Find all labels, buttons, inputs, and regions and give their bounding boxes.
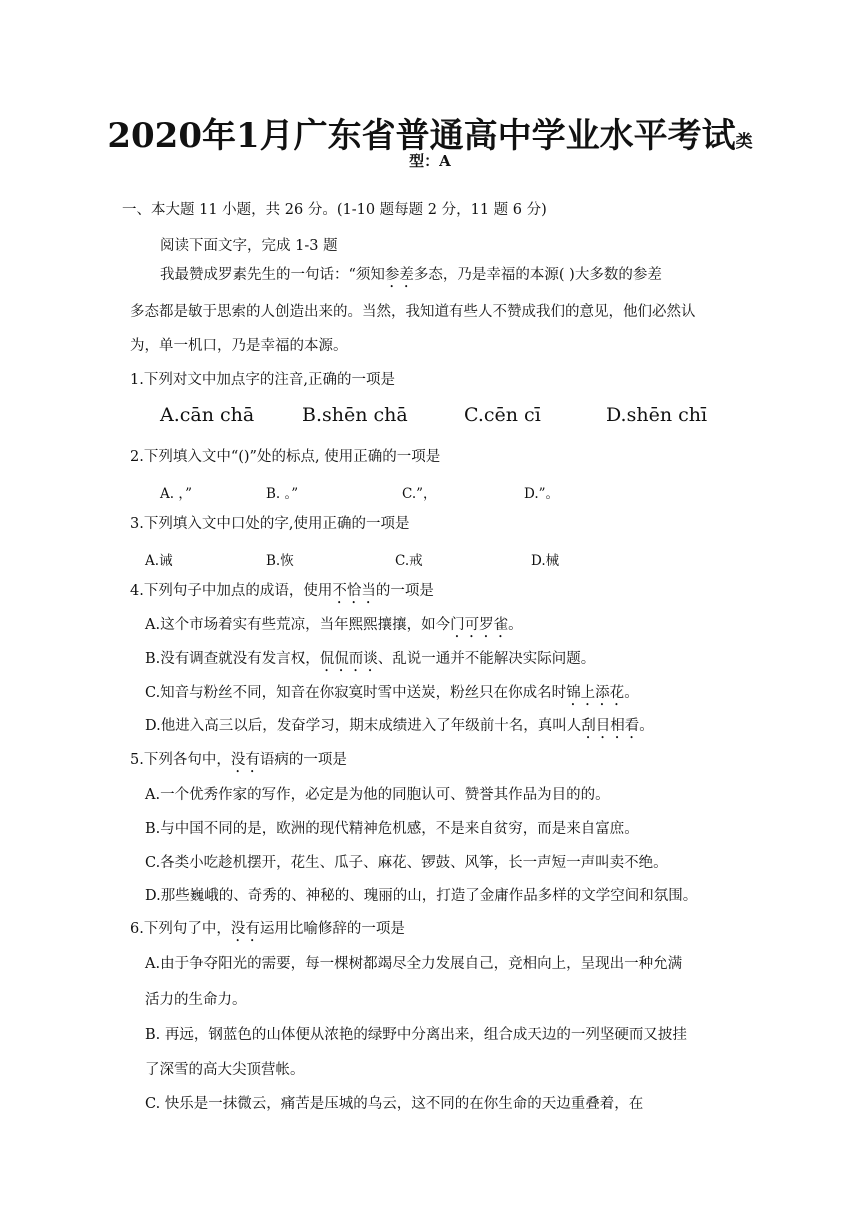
q1-option-c: C.cēn cī <box>464 404 541 426</box>
q2-option-c: C.”， <box>402 486 437 502</box>
option-text: C.知音与粉丝不同，知音在你寂寞时雪中送炭，粉丝只在你成名时 <box>145 685 567 701</box>
q1-option-a: A.cān chā <box>160 404 255 426</box>
dotted-idiom: 侃侃而谈 <box>319 651 378 667</box>
q3-option-d: D.械 <box>531 553 560 569</box>
q3-option-c: C.戒 <box>395 553 423 569</box>
stem-text: 5.下列各句中， <box>130 752 231 768</box>
q4-option-c <box>145 683 639 709</box>
stem-text: 的一项是 <box>375 583 434 599</box>
q3-option-b: B.恢 <box>266 553 294 569</box>
option-text: D.他进入高三以后，发奋学习，期末成绩进入了年级前十名，真叫人 <box>145 718 582 734</box>
reading-instruction: 阅读下面文字，完成 1-3 题 <box>160 238 338 254</box>
question-1-stem: 1.下列对文中加点字的注音,正确的一项是 <box>130 372 395 388</box>
option-text: A.这个市场着实有些荒凉，当年熙熙攘攘，如今 <box>145 617 451 633</box>
dotted-idiom: 锦上添花 <box>566 685 625 701</box>
option-text: 。 <box>639 718 654 734</box>
q5-option-a: A.一个优秀作家的写作，必定是为他的同胞认可、赞誉其作品为目的的。 <box>145 787 610 803</box>
q2-option-a: A. ，” <box>160 486 192 502</box>
question-3-stem: 3.下列填入文中口处的字,使用正确的一项是 <box>130 516 410 532</box>
stem-text: 6.下列句了中， <box>130 921 231 937</box>
q4-option-a <box>145 615 523 641</box>
passage-line-3: 为，单一机口，乃是幸福的本源。 <box>130 338 348 354</box>
q2-option-d: D.”。 <box>524 486 560 502</box>
stem-text: 4.下列句子中加点的成语，使用 <box>130 583 333 599</box>
option-text: B.没有调查就没有发言权， <box>145 651 320 667</box>
title-suffix: 类 <box>735 132 753 152</box>
question-2-stem: 2.下列填入文中“()”处的标点, 使用正确的一项是 <box>130 449 441 465</box>
q6-option-c-line-1: C. 快乐是一抹微云，痛苦是压城的乌云，这不同的在你生命的天边重叠着，在 <box>145 1096 644 1112</box>
q6-option-b-line-2: 了深雪的高大尖顶营帐。 <box>145 1062 305 1078</box>
passage-line-2: 多态都是敏于思索的人创造出来的。当然，我知道有些人不赞成我们的意见，他们必然认 <box>130 304 696 320</box>
q5-option-c: C.各类小吃趁机摆开，花生、瓜子、麻花、锣鼓、风筝，长一声短一声叫卖不绝。 <box>145 855 668 871</box>
dotted-idiom: 刮目相看 <box>581 718 640 734</box>
dotted-word: 没有 <box>230 752 260 768</box>
passage-text: 我最赞成罗素先生的一句话：“须知 <box>160 267 385 283</box>
option-text: 。 <box>508 617 523 633</box>
q2-option-b: B. 。” <box>266 486 299 502</box>
stem-text: 语病的一项是 <box>259 752 347 768</box>
option-text: 、乱说一通并不能解决实际问题。 <box>377 651 596 667</box>
q6-option-a-line-1: A.由于争夺阳光的需要，每一棵树都竭尽全力发展自己，竞相向上，呈现出一种允满 <box>145 956 683 972</box>
dotted-word: 没有 <box>230 921 260 937</box>
dotted-word: 不恰当 <box>332 583 376 599</box>
q4-option-d <box>145 716 654 742</box>
paper-type: 型：A <box>409 152 451 170</box>
q1-option-d: D.shēn chī <box>606 404 708 426</box>
title-main: 2020年1月广东省普通高中学业水平考试 <box>107 116 736 156</box>
dotted-word: 参差 <box>384 267 414 283</box>
section-heading: 一、本大题 11 小题，共 26 分。(1-10 题每题 2 分，11 题 6 分) <box>122 202 547 218</box>
q3-option-a: A.诫 <box>145 553 173 569</box>
question-5-stem <box>130 750 347 776</box>
question-4-stem <box>130 581 434 607</box>
dotted-idiom: 门可罗雀 <box>450 617 509 633</box>
q6-option-a-line-2: 活力的生命力。 <box>145 992 247 1008</box>
option-text: 。 <box>624 685 639 701</box>
passage-text: 多态，乃是幸福的本源( )大多数的参差 <box>413 267 662 283</box>
q1-option-b: B.shēn chā <box>302 404 408 426</box>
q4-option-b <box>145 649 595 675</box>
q5-option-d: D.那些巍峨的、奇秀的、神秘的、瑰丽的山，打造了金庸作品多样的文学空间和氛围。 <box>145 888 698 904</box>
q5-option-b: B.与中国不同的是，欧洲的现代精神危机感，不是来自贫穷，而是来自富庶。 <box>145 821 639 837</box>
q6-option-b-line-1: B. 再远，钢蓝色的山体便从浓艳的绿野中分离出来，组合成天边的一列坚硬而又披挂 <box>145 1027 687 1043</box>
question-6-stem <box>130 919 405 945</box>
stem-text: 运用比喻修辞的一项是 <box>259 921 405 937</box>
passage-line-1 <box>160 265 662 291</box>
